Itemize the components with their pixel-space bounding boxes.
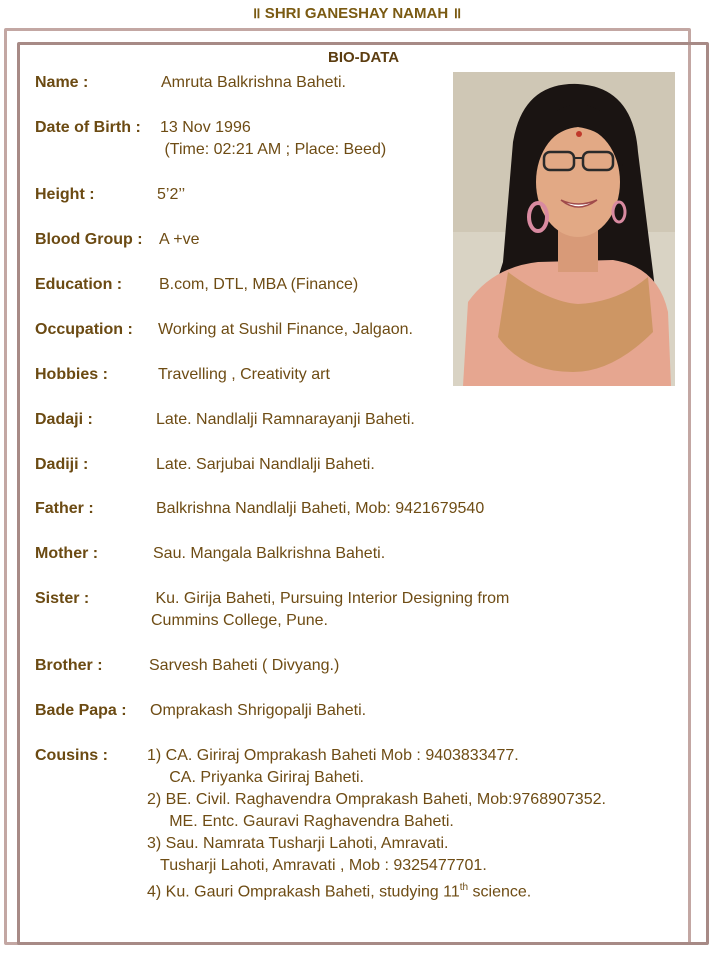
cousin-line: Tusharji Lahoti, Amravati , Mob : 9325477701. [147, 857, 487, 874]
hobbies-value [158, 364, 330, 386]
date-of-birth-value [160, 117, 386, 161]
father-label: Father : [35, 500, 94, 517]
sister-line: Ku. Girija Baheti, Pursuing Interior Designing from [151, 590, 510, 607]
name-line: Amruta Balkrishna Baheti. [161, 74, 346, 91]
cousin-line: 3) Sau. Namrata Tusharji Lahoti, Amravati. [147, 835, 449, 852]
occupation-label: Occupation : [35, 321, 133, 338]
height-line: 5’2’’ [157, 186, 186, 203]
document-title: BIO-DATA [328, 49, 400, 66]
cousins-value [147, 745, 606, 903]
dadiji-line: Late. Sarjubai Nandlalji Baheti. [156, 456, 375, 473]
hobbies-label: Hobbies : [35, 366, 108, 383]
sister-label: Sister : [35, 590, 90, 607]
profile-photo [453, 72, 675, 386]
mother-line: Sau. Mangala Balkrishna Baheti. [153, 545, 386, 562]
mother-value [153, 543, 385, 565]
occupation-value [158, 319, 413, 341]
height-value [157, 184, 185, 206]
education-label: Education : [35, 276, 123, 293]
bade-papa-line: Omprakash Shrigopalji Baheti. [150, 702, 367, 719]
dadiji-label: Dadiji : [35, 456, 89, 473]
brother-line: Sarvesh Baheti ( Divyang.) [149, 657, 340, 674]
dadaji-label: Dadaji : [35, 411, 93, 428]
brother-label: Brother : [35, 657, 103, 674]
father-value [156, 498, 484, 520]
date-of-birth-label: Date of Birth : [35, 119, 141, 136]
occupation-line: Working at Sushil Finance, Jalgaon. [158, 321, 413, 338]
height-label: Height : [35, 186, 95, 203]
father-line: Balkrishna Nandlalji Baheti, Mob: 9421679540 [156, 500, 485, 517]
education-line: B.com, DTL, MBA (Finance) [159, 276, 359, 293]
name-label: Name : [35, 74, 89, 91]
dadiji-value [156, 454, 375, 476]
blood-group-value [159, 229, 199, 251]
hobbies-line: Travelling , Creativity art [158, 366, 330, 383]
mother-label: Mother : [35, 545, 99, 562]
education-value [159, 274, 358, 296]
cousin-line: ME. Entc. Gauravi Raghavendra Baheti. [147, 813, 454, 830]
cousins-label: Cousins : [35, 747, 108, 764]
dadaji-line: Late. Nandlalji Ramnarayanji Baheti. [156, 411, 415, 428]
bade-papa-label: Bade Papa : [35, 702, 127, 719]
cousin-line: CA. Priyanka Giriraj Baheti. [147, 769, 364, 786]
blood-group-line: A +ve [159, 231, 200, 248]
header-invocation: ॥ SHRI GANESHAY NAMAH ॥ [251, 5, 462, 22]
name-value [161, 72, 346, 94]
cousin-line-text: 4) Ku. Gauri Omprakash Baheti, studying 11 [147, 883, 460, 901]
cousin-line [147, 877, 606, 903]
dadaji-value [156, 409, 415, 431]
cousin-line: 2) BE. Civil. Raghavendra Omprakash Baheti, Mob:9768907352. [147, 791, 606, 808]
date-of-birth-line: 13 Nov 1996 [160, 119, 251, 136]
bade-papa-value [150, 700, 366, 722]
date-of-birth-line: (Time: 02:21 AM ; Place: Beed) [160, 141, 387, 158]
brother-value [149, 655, 339, 677]
ordinal-suffix: th [459, 882, 469, 893]
sister-value [151, 588, 509, 632]
cousin-line: 1) CA. Giriraj Omprakash Baheti Mob : 9403833477. [147, 747, 519, 764]
sister-line: Cummins College, Pune. [151, 612, 328, 629]
blood-group-label: Blood Group : [35, 231, 143, 248]
cousin-line-text: science. [468, 883, 532, 901]
